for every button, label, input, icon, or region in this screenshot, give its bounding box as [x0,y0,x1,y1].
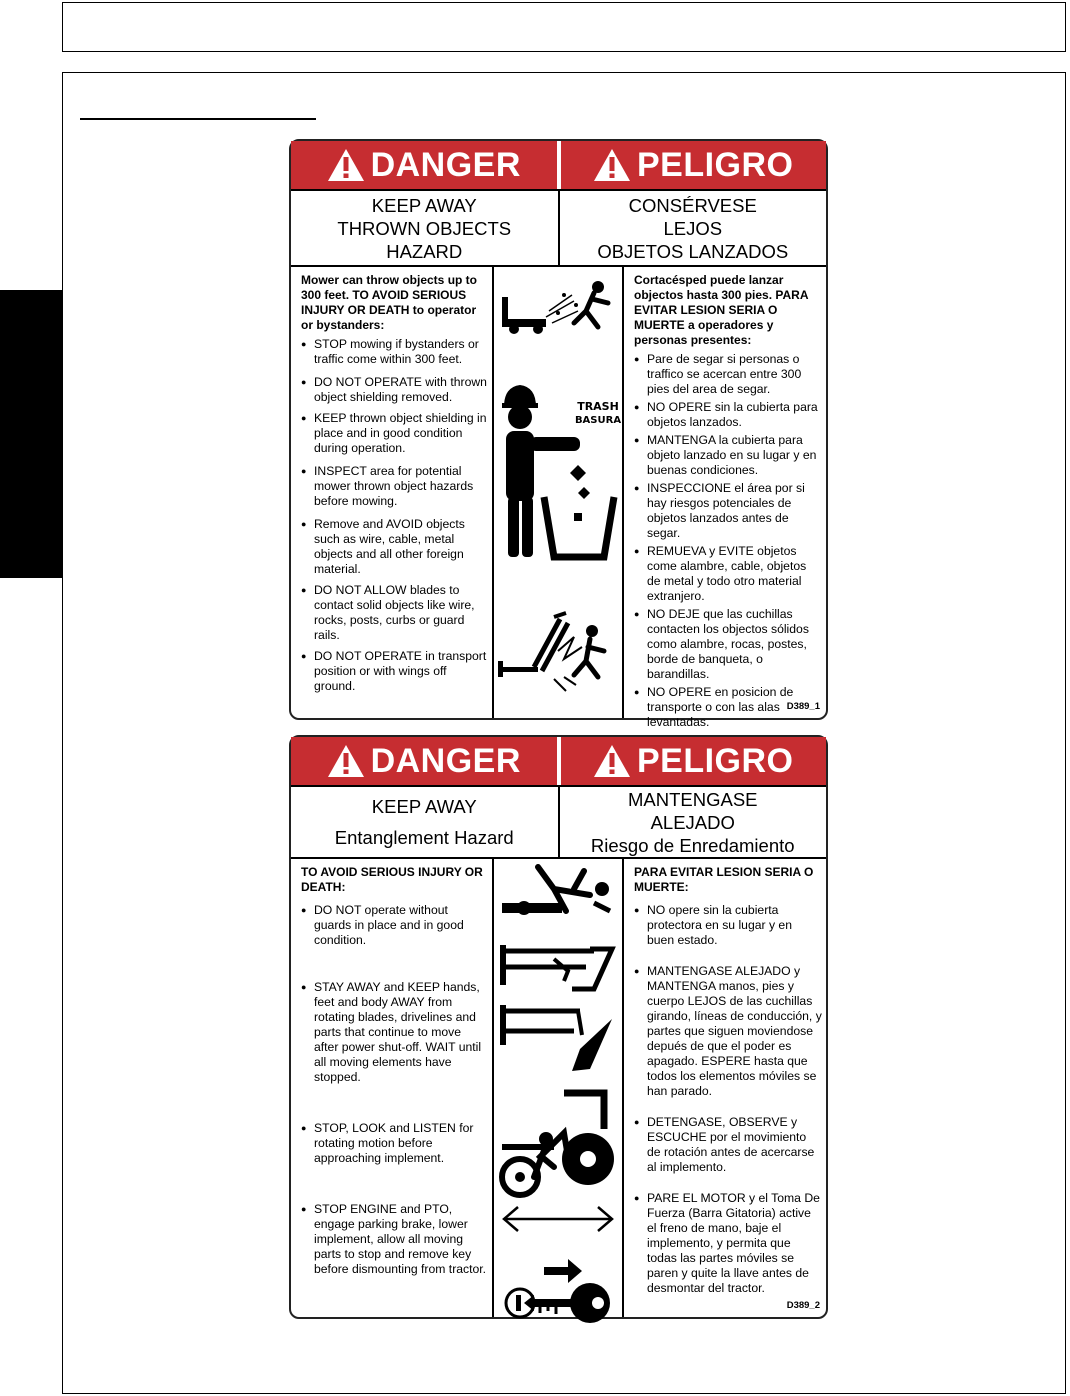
guard-hazard-pictogram [500,945,612,989]
message-line: Entanglement Hazard [334,827,514,848]
warning-triangle-icon [327,148,365,182]
hazard-message-es [558,787,827,857]
section-side-tab [0,290,62,578]
message-line: CONSÉRVESE [628,194,757,216]
list-en [301,903,488,1277]
list-item: ● NO opere sin la cubierta protectora en su lugar y en buen estado. [634,903,822,948]
instructions-row [291,859,826,1317]
peligro-label: PELIGRO [636,741,794,780]
list-item: ● DO NOT ALLOW blades to contact solid objects like wire, rocks, posts, curbs or guard rails. [301,583,488,643]
trash-pictogram [502,385,621,557]
list-item: ● STOP mowing if bystanders or traffic come within 300 feet. [301,337,488,367]
list-item: ● Remove and AVOID objects such as wire, cable, metal objects and all other foreign material. [301,517,488,577]
key-pictogram [506,1259,610,1323]
hazard-message-es [558,191,827,265]
message-line: KEEP AWAY [371,194,477,216]
instructions-en [291,267,494,718]
tractor-pictogram [502,1093,614,1231]
list-item: ● STOP ENGINE and PTO, engage parking brake, lower implement, allow all moving parts to stop and remove key before dismounting from tractor. [301,1202,488,1277]
list-es [634,352,822,730]
message-line: KEEP AWAY [371,796,477,817]
message-line: MANTENGASE [627,788,758,810]
signal-word-row [291,737,826,785]
intro-es: PARA EVITAR LESION SERIA O MUERTE: [634,865,814,894]
list-item: ● STAY AWAY and KEEP hands, feet and body AWAY from rotating blades, drivelines and parts that continue to move after power shut-off. WAIT until all moving elements have stopped. [301,980,488,1085]
decal-entanglement [289,735,828,1319]
peligro-signal [557,737,827,785]
foot-hazard-pictogram [500,1005,612,1071]
decal-thrown-objects [289,139,828,729]
message-line: Riesgo de Enredamiento [590,834,795,856]
section-title-rule [80,118,316,120]
list-item: ● NO OPERE sin la cubierta para objetos lanzados. [634,400,822,430]
list-item: ● REMUEVA y EVITE objetos come alambre, cable, objetos de metal y todo otro material extranjero. [634,544,822,604]
list-item: ● INSPECT area for potential mower thrown object hazards before mowing. [301,464,488,509]
intro-es: Cortacésped puede lanzar objectos hasta 300 pies. PARA EVITAR LESION SERIA O MUERTE a operadores y personas presentes: [634,273,809,347]
list-item: ● STOP, LOOK and LISTEN for rotating motion before approaching implement. [301,1121,488,1166]
danger-label: DANGER [370,741,521,780]
entanglement-pictogram [502,867,610,915]
list-item: ● PARE EL MOTOR y el Toma De Fuerza (Barra Gitatoria) active el freno de mano, baje el implemento, y permita que todas las partes móviles se paren y quite la llave antes de desmontar del tractor. [634,1191,822,1296]
list-item: ● NO OPERE en posicion de transporte o con las alas levantadas. [634,685,822,730]
basura-label: BASURA [574,415,622,426]
message-line: HAZARD [386,240,463,262]
trash-label: TRASH [577,400,619,413]
instructions-en [291,859,494,1317]
intro-en: TO AVOID SERIOUS INJURY OR DEATH: [301,865,483,894]
list-item: ● Pare de segar si personas o traffico se acercan entre 300 pies del area de segar. [634,352,822,397]
hazard-message-row [291,189,826,267]
hazard-message-en [291,787,558,857]
decal-code: D389_1 [786,701,820,712]
list-item: ● DO NOT OPERATE with thrown object shielding removed. [301,375,488,405]
hazard-message-en [291,191,558,265]
thrown-objects-pictogram [502,281,608,334]
peligro-signal [557,141,827,189]
page-header-box [62,2,1066,52]
message-line: LEJOS [663,217,723,239]
list-item: ● DO NOT OPERATE in transport position or with wings off ground. [301,649,488,694]
decal-code: D389_2 [786,1300,820,1311]
list-item: ● DETENGASE, OBSERVE y ESCUCHE por el movimiento de rotación antes de acercarse al implemento. [634,1115,822,1175]
list-item: ● INSPECCIONE el área por si hay riesgos potenciales de objetos lanzados antes de segar. [634,481,822,541]
instructions-row [291,267,826,729]
warning-triangle-icon [327,744,365,778]
pictorial-column [494,859,624,1317]
list-item: ● KEEP thrown object shielding in place and in good condition during operation. [301,411,488,456]
warning-triangle-icon [593,148,631,182]
peligro-label: PELIGRO [636,145,794,184]
list-item: ● DO NOT operate without guards in place and in good condition. [301,903,488,948]
pictorial-column [494,267,624,718]
message-line: OBJETOS LANZADOS [597,240,789,262]
danger-label: DANGER [370,145,521,184]
list-item: ● MANTENGASE ALEJADO y MANTENGA manos, pies y cuerpo LEJOS de las cuchillas girando, líneas de conducción, y partes que siguen moviendose depués de que el poder es apagado. ESPERE hasta que todos los elementos móviles se han parado. [634,964,822,1099]
instructions-es [624,267,826,729]
warning-triangle-icon [593,744,631,778]
list-en [301,337,488,694]
instructions-es [624,859,826,1317]
list-item: ● NO DEJE que las cuchillas contacten los objectos sólidos como alambre, rocas, postes, borde de banqueta, o barandillas. [634,607,822,682]
danger-signal [291,737,557,785]
hazard-message-row [291,785,826,859]
message-line: THROWN OBJECTS [337,217,512,239]
danger-signal [291,141,557,189]
message-line: ALEJADO [650,811,735,833]
intro-en: Mower can throw objects up to 300 feet. TO AVOID SERIOUS INJURY OR DEATH to operator or bystanders: [301,273,478,332]
blade-contact-pictogram [498,613,604,691]
list-item: ● MANTENGA la cubierta para objeto lanzado en su lugar y en buenas condiciones. [634,433,822,478]
signal-word-row [291,141,826,189]
list-es [634,903,822,1296]
